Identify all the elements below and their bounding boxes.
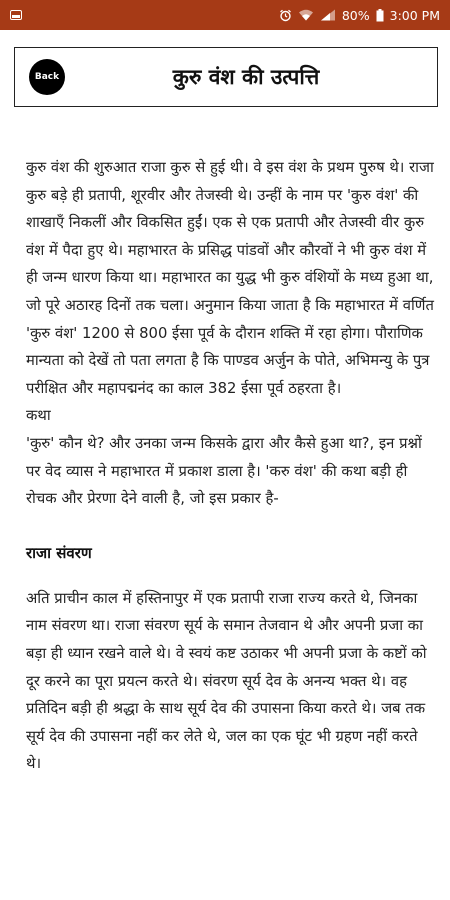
status-time: 3:00 PM xyxy=(389,7,440,23)
page-header xyxy=(14,47,438,107)
battery-icon xyxy=(376,9,384,22)
wifi-icon xyxy=(298,9,314,21)
page-title: कुरु वंश की उत्पत्ति xyxy=(172,64,320,89)
status-bar-right xyxy=(279,8,440,23)
notification-icon xyxy=(10,10,22,20)
article-content xyxy=(26,154,434,778)
article-paragraph-2: 'कुरु' कौन थे? और उनका जन्म किसके द्वारा और कैसे हुआ था?, इन प्रश्नों पर वेद व्यास ने महाभारत में प्रकाश डाला है। 'करु वंश' की कथा बड़ी ही रोचक और प्रेरणा देने वाली है, जो इस प्रकार है- xyxy=(26,434,422,508)
article-paragraph-3: अति प्राचीन काल में हस्तिनापुर में एक प्रतापी राजा राज्य करते थे, जिनका नाम संवरण था। राजा संवरण सूर्य के समान तेजवान थे और अपनी प्रजा का बड़ा ही ध्यान रखने वाले थे। वे स्वयं कष्ट उठाकर भी अपनी प्रजा के कष्टों को दूर करने का पूरा प्रयत्न करते थे। संवरण सूर्य देव के अनन्य भक्त थे। वह प्रतिदिन बड़ी ही श्रद्धा के साथ सूर्य देव की उपासना किया करते थे। जब तक सूर्य देव की उपासना नहीं कर लेते थे, जल का एक घूंट भी ग्रहण नहीं करते थे। xyxy=(26,589,427,773)
battery-percent: 80% xyxy=(341,7,370,23)
alarm-icon xyxy=(279,9,292,22)
section-heading: राजा संवरण xyxy=(26,543,92,562)
article-paragraph-1: कुरु वंश की शुरुआत राजा कुरु से हुई थी। वे इस वंश के प्रथम पुरुष थे। राजा कुरु बड़े ही प्रतापी, शूरवीर और तेजस्वी थे। उन्हीं के नाम पर 'कुरु वंश' की शाखाएँ निकलीं और विकसित हुईं। एक से एक प्रतापी और तेजस्वी वीर कुरु वंश में पैदा हुए थे। महाभारत के प्रसिद्ध पांडवों और कौरवों ने भी कुरु वंश में ही जन्म धारण किया था। महाभारत का युद्ध भी कुरु वंशियों के मध्य हुआ था, जो पूरे अठारह दिनों तक चला। अनुमान किया जाता है कि महाभारत में वर्णित 'कुरु वंश' 1200 से 800 ईसा पूर्व के दौरान शक्ति में रहा होगा। पौराणिक मान्यता को देखें तो पता लगता है कि पाण्डव अर्जुन के पोते, अभिमन्यु के पुत्र परीक्षित और महापद्मनंद का काल 382 ईसा पूर्व ठहरता है। xyxy=(26,159,434,397)
signal-icon xyxy=(320,9,336,21)
katha-label: कथा xyxy=(26,407,51,425)
back-button[interactable]: Back xyxy=(29,59,65,95)
status-bar xyxy=(0,0,450,30)
status-bar-left xyxy=(10,10,22,20)
